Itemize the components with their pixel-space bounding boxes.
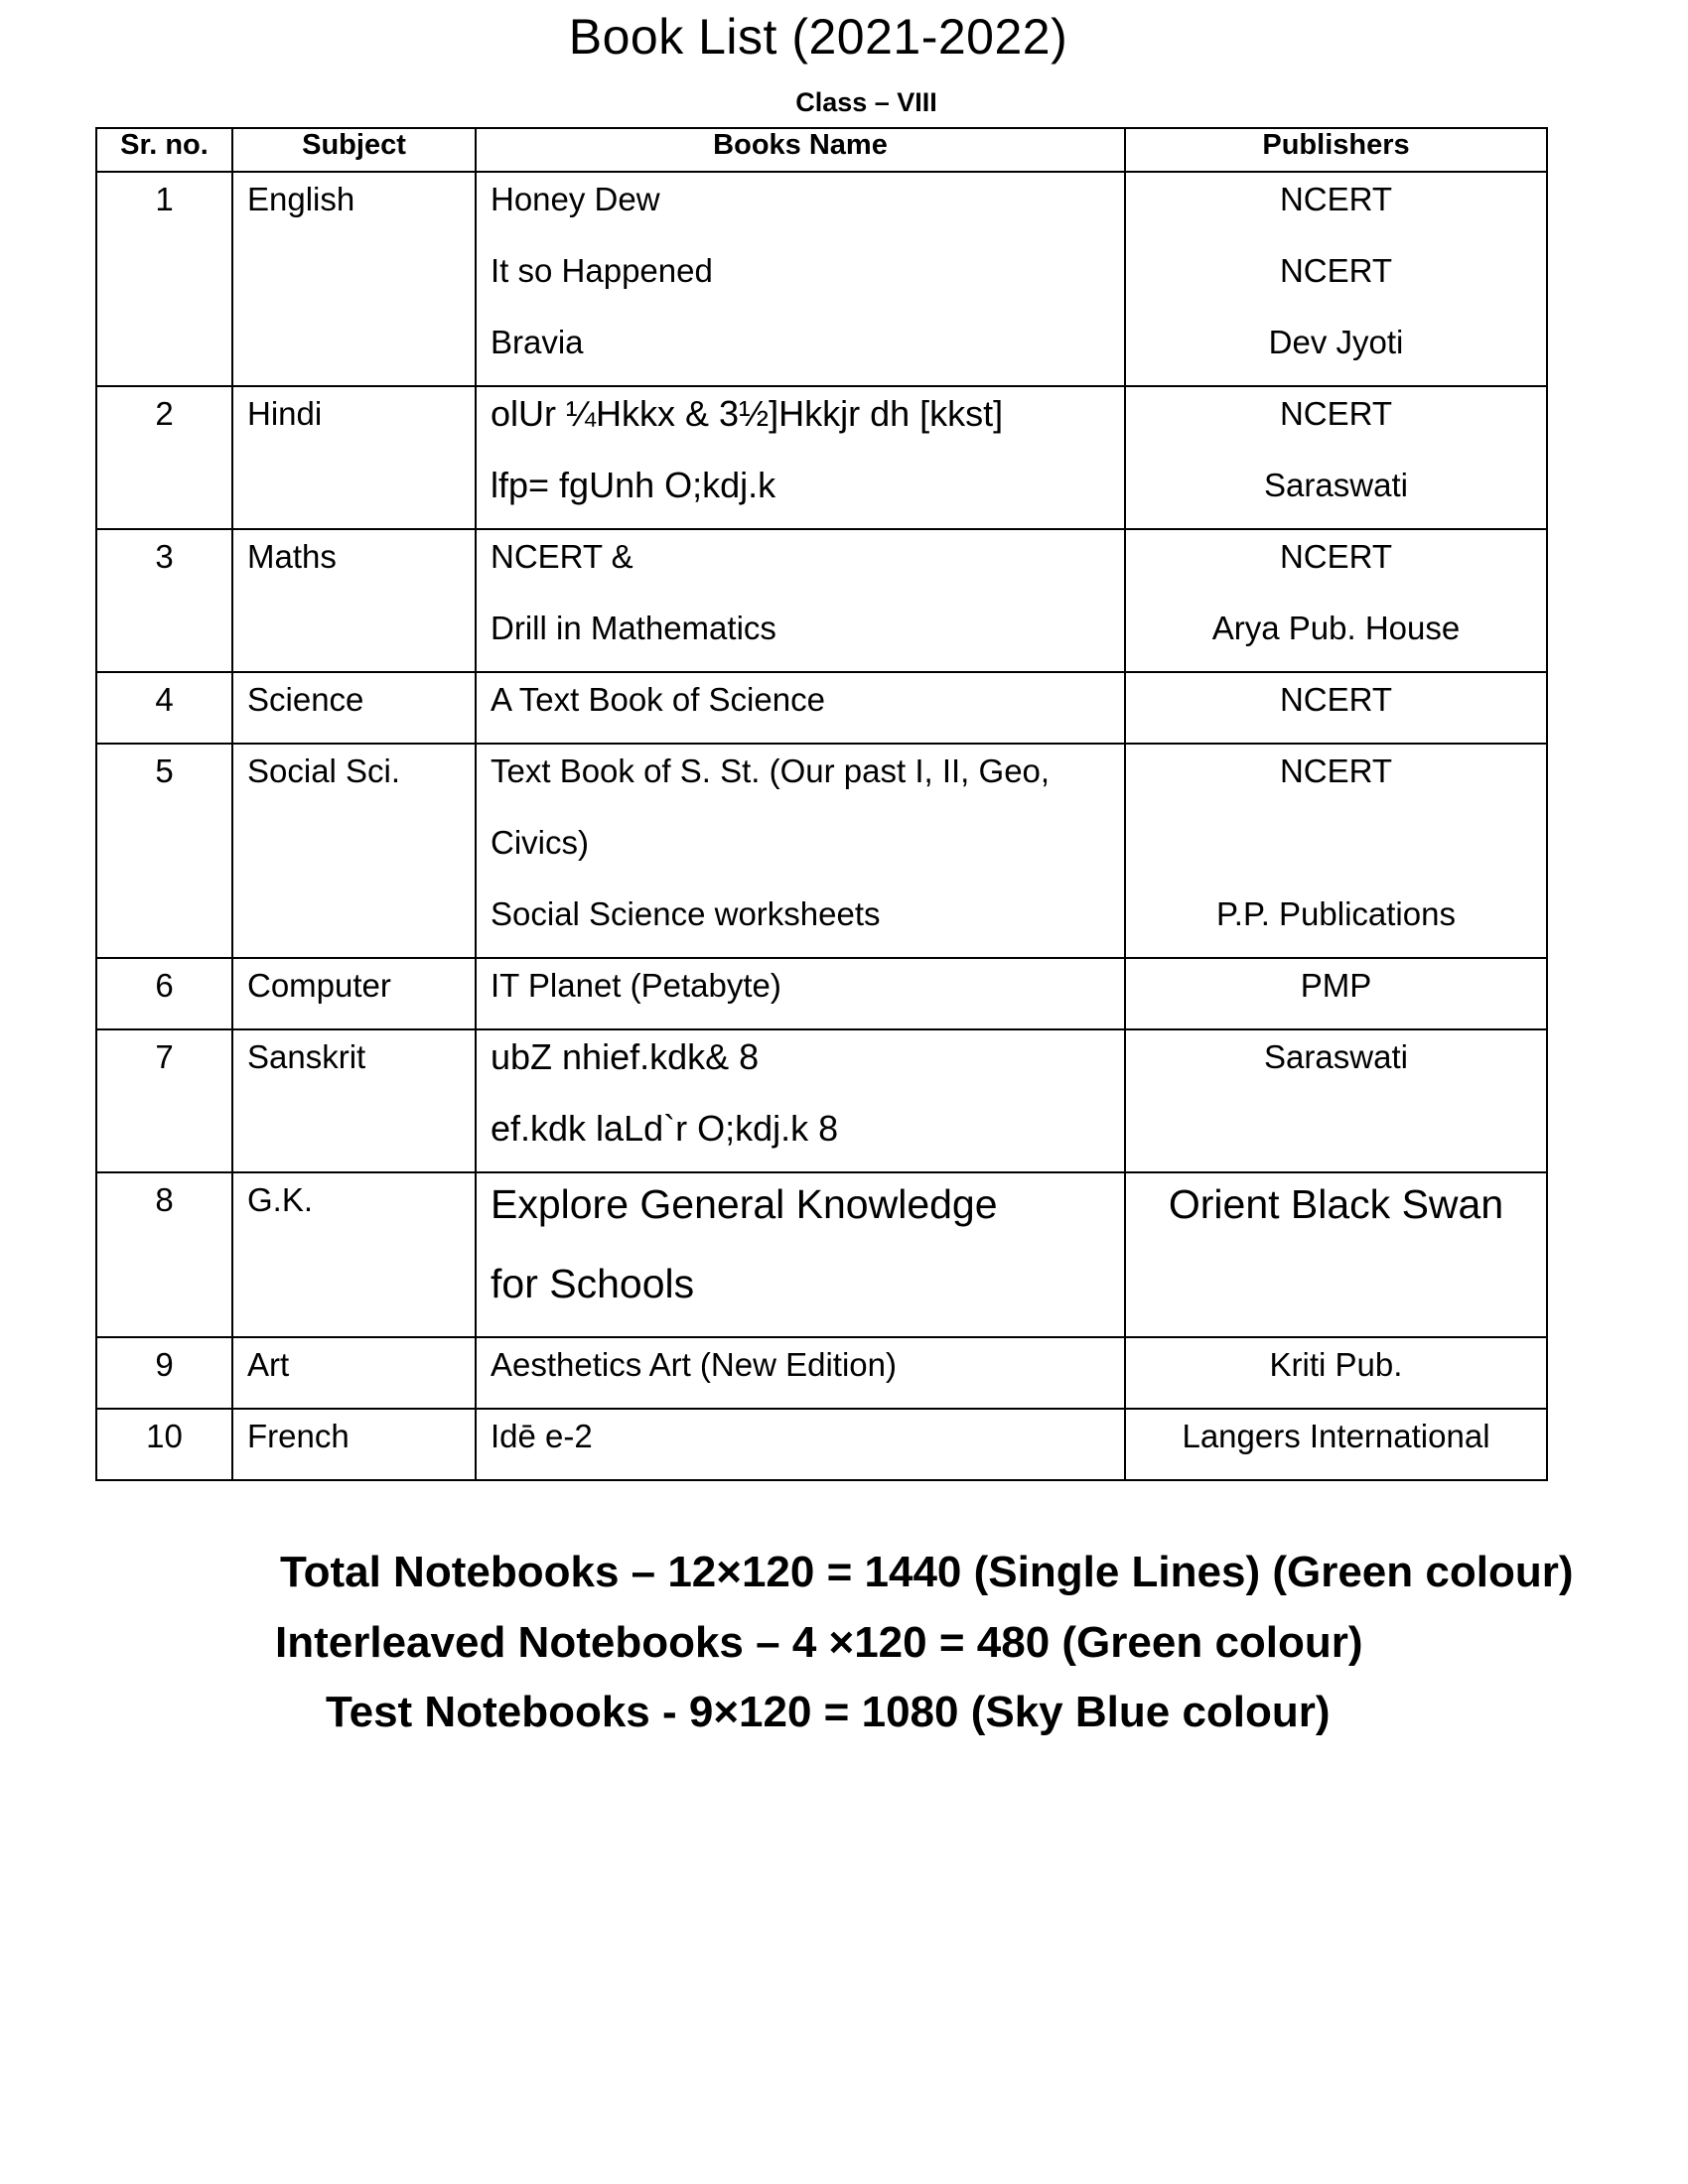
book-title: Drill in Mathematics [491, 610, 776, 646]
subject-cell [232, 529, 476, 672]
test-notebooks-note: Test Notebooks - 9×120 = 1080 (Sky Blue colour) [326, 1688, 1331, 1736]
sr-no: 3 [155, 538, 174, 575]
page-title: Book List (2021-2022) [568, 9, 1068, 65]
sr-no-cell [96, 529, 232, 672]
book-title: Text Book of S. St. (Our past I, II, Geo, [491, 752, 1051, 789]
books-cell [476, 1172, 1125, 1337]
subject-cell [232, 1409, 476, 1480]
table-row [96, 386, 1547, 529]
subject-name: Art [247, 1346, 290, 1383]
interleaved-notebooks-note: Interleaved Notebooks – 4 ×120 = 480 (Green colour) [275, 1618, 1363, 1667]
book-title: NCERT & [491, 538, 633, 575]
sr-no-cell [96, 386, 232, 529]
publishers-cell [1125, 1172, 1547, 1337]
book-title: for Schools [491, 1261, 695, 1306]
book-title: olUr ¼Hkkx & 3½]Hkkjr dh [kkst] [491, 393, 1004, 434]
book-title: Social Science worksheets [491, 895, 881, 932]
sr-no-cell [96, 744, 232, 958]
subject-name: Sanskrit [247, 1038, 366, 1075]
subject-cell [232, 1029, 476, 1172]
books-cell [476, 1029, 1125, 1172]
table-row [96, 958, 1547, 1029]
sr-no: 5 [155, 752, 174, 789]
table-row [96, 1172, 1547, 1337]
subject-cell [232, 386, 476, 529]
book-title: Explore General Knowledge [491, 1181, 998, 1227]
books-cell [476, 1409, 1125, 1480]
subject-name: G.K. [247, 1181, 314, 1218]
publisher-name: Arya Pub. House [1211, 610, 1461, 646]
book-title: IT Planet (Petabyte) [491, 967, 781, 1004]
publishers-cell [1125, 744, 1547, 958]
books-cell [476, 386, 1125, 529]
book-title: A Text Book of Science [491, 681, 825, 718]
table-row [96, 672, 1547, 744]
header-books-name: Books Name [476, 128, 1125, 172]
subject-cell [232, 958, 476, 1029]
books-cell [476, 744, 1125, 958]
table-row [96, 1409, 1547, 1480]
sr-no: 10 [146, 1418, 183, 1454]
subject-name: French [247, 1418, 350, 1454]
sr-no-cell [96, 1172, 232, 1337]
books-cell [476, 529, 1125, 672]
total-notebooks-note: Total Notebooks – 12×120 = 1440 (Single Lines) (Green colour) [280, 1548, 1574, 1596]
book-title: Civics) [491, 824, 589, 861]
publishers-cell [1125, 386, 1547, 529]
subject-cell [232, 672, 476, 744]
publishers-cell [1125, 672, 1547, 744]
publishers-cell [1125, 958, 1547, 1029]
publisher-name [1127, 817, 1545, 888]
publishers-cell [1125, 1029, 1547, 1172]
book-title: Idē e-2 [491, 1418, 593, 1454]
sr-no: 6 [155, 967, 174, 1004]
publisher-name: NCERT [1279, 538, 1393, 575]
publisher-name: Dev Jyoti [1268, 324, 1404, 360]
book-title: It so Happened [491, 252, 713, 289]
publisher-name: Saraswati [1264, 467, 1408, 503]
sr-no: 9 [155, 1346, 174, 1383]
sr-no: 1 [155, 181, 174, 217]
sr-no-cell [96, 1337, 232, 1409]
publisher-name: NCERT [1279, 181, 1393, 217]
table-row [96, 1337, 1547, 1409]
table-row [96, 529, 1547, 672]
sr-no: 4 [155, 681, 174, 718]
publishers-cell [1125, 172, 1547, 386]
book-title: Honey Dew [491, 181, 660, 217]
publisher-name: NCERT [1279, 681, 1393, 718]
book-title: ubZ nhief.kdk& 8 [491, 1036, 760, 1077]
book-title: Aesthetics Art (New Edition) [491, 1346, 897, 1383]
table-header-row [96, 128, 1547, 172]
sr-no-cell [96, 672, 232, 744]
publisher-name: Orient Black Swan [1168, 1181, 1504, 1227]
book-title: Bravia [491, 324, 584, 360]
book-list-table [95, 127, 1548, 1481]
sr-no-cell [96, 172, 232, 386]
book-title: ef.kdk laLd`r O;kdj.k 8 [491, 1108, 839, 1149]
subject-name: Science [247, 681, 364, 718]
sr-no-cell [96, 1029, 232, 1172]
sr-no: 8 [155, 1181, 174, 1218]
sr-no-cell [96, 1409, 232, 1480]
publisher-name: P.P. Publications [1216, 895, 1456, 932]
subject-cell [232, 1172, 476, 1337]
subject-cell [232, 1337, 476, 1409]
publisher-name: Kriti Pub. [1269, 1346, 1403, 1383]
sr-no: 7 [155, 1038, 174, 1075]
publisher-name: Langers International [1182, 1418, 1490, 1454]
header-sr-no: Sr. no. [96, 128, 232, 172]
books-cell [476, 958, 1125, 1029]
sr-no-cell [96, 958, 232, 1029]
subject-name: English [247, 181, 355, 217]
publishers-cell [1125, 1337, 1547, 1409]
subject-name: Computer [247, 967, 391, 1004]
subject-name: Maths [247, 538, 337, 575]
class-subtitle: Class – VIII [795, 87, 937, 117]
subject-name: Hindi [247, 395, 323, 432]
table-row [96, 744, 1547, 958]
books-cell [476, 672, 1125, 744]
table-row [96, 1029, 1547, 1172]
subject-cell [232, 744, 476, 958]
publisher-name: NCERT [1279, 752, 1393, 789]
subject-name: Social Sci. [247, 752, 401, 789]
publisher-name: NCERT [1279, 252, 1393, 289]
table-row [96, 172, 1547, 386]
publisher-name: Saraswati [1264, 1038, 1408, 1075]
header-subject: Subject [232, 128, 476, 172]
subject-cell [232, 172, 476, 386]
publisher-name: PMP [1300, 967, 1372, 1004]
sr-no: 2 [155, 395, 174, 432]
books-cell [476, 172, 1125, 386]
publishers-cell [1125, 1409, 1547, 1480]
book-title: lfp= fgUnh O;kdj.k [491, 465, 776, 505]
books-cell [476, 1337, 1125, 1409]
publisher-name: NCERT [1279, 395, 1393, 432]
header-publishers: Publishers [1125, 128, 1547, 172]
publishers-cell [1125, 529, 1547, 672]
